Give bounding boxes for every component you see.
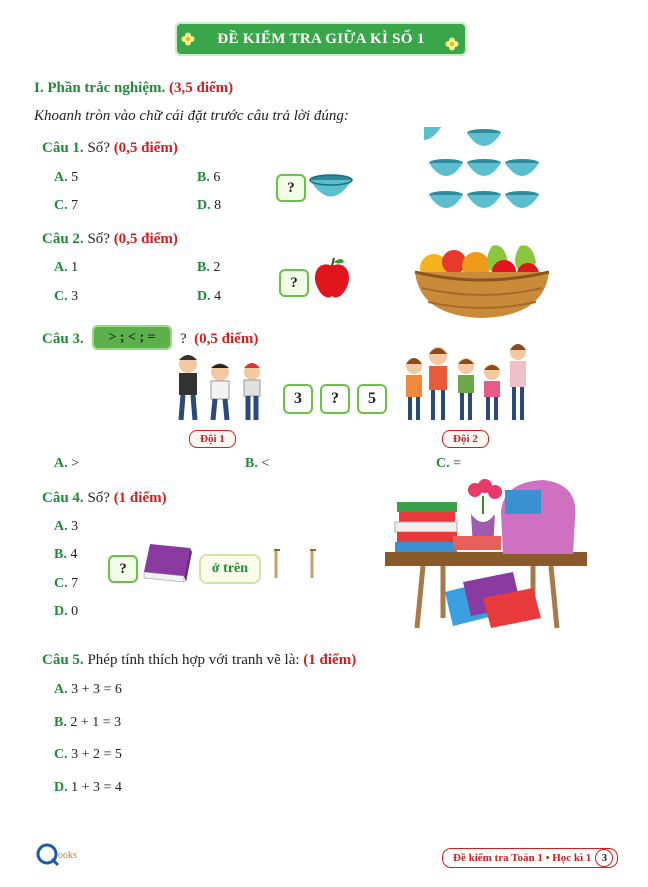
team-1-kids-image xyxy=(168,350,272,424)
option-value: 3 xyxy=(71,289,79,304)
team-2-label: Đội 2 xyxy=(442,430,489,448)
option-value: 0 xyxy=(71,604,79,619)
banner-title: ĐỀ KIỂM TRA GIỮA KÌ SỐ 1 xyxy=(217,30,425,47)
bowl-icon xyxy=(308,173,354,201)
option-value: 2 xyxy=(213,260,221,275)
apple-icon xyxy=(312,256,352,300)
svg-text:ooks: ooks xyxy=(58,850,77,861)
question-mark-box: ? xyxy=(108,555,138,583)
question-text: Số? xyxy=(87,231,110,247)
option-key: B. xyxy=(197,260,210,275)
option-value: 3 + 2 = 5 xyxy=(71,747,122,762)
option-d[interactable] xyxy=(54,604,78,620)
section-heading xyxy=(34,80,233,97)
option-value: 2 + 1 = 3 xyxy=(70,715,122,730)
page-banner xyxy=(175,22,467,56)
question-label: Câu 3. xyxy=(42,331,84,347)
option-key: C. xyxy=(436,456,450,471)
option-key: A. xyxy=(54,682,68,697)
bowls-stack-image xyxy=(424,127,544,217)
question-5-heading xyxy=(42,652,356,669)
question-points: (0,5 điểm) xyxy=(113,231,178,247)
option-b[interactable] xyxy=(54,715,121,731)
option-a[interactable] xyxy=(54,170,78,186)
option-b[interactable] xyxy=(197,170,220,186)
qbooks-logo xyxy=(36,840,88,868)
option-b[interactable] xyxy=(54,547,77,563)
option-value: 6 xyxy=(213,170,221,185)
page-number: 3 xyxy=(595,849,613,867)
option-key: C. xyxy=(54,198,68,213)
team-2-kids-image xyxy=(400,338,538,424)
option-c[interactable] xyxy=(54,576,78,592)
option-value: 3 xyxy=(71,519,79,534)
on-top-label: ở trên xyxy=(199,554,261,584)
number-box-left: 3 xyxy=(283,384,313,414)
option-c[interactable] xyxy=(54,198,78,214)
option-c[interactable] xyxy=(54,747,122,763)
option-value: 1 xyxy=(71,260,79,275)
option-value: < xyxy=(261,456,270,471)
flower-icon xyxy=(181,32,195,46)
option-value: 7 xyxy=(71,198,79,213)
option-c[interactable] xyxy=(436,456,461,472)
option-key: C. xyxy=(54,747,68,762)
option-d[interactable] xyxy=(54,780,122,796)
option-value: = xyxy=(453,456,462,471)
option-d[interactable] xyxy=(197,289,221,305)
option-key: D. xyxy=(54,604,68,619)
option-key: C. xyxy=(54,289,68,304)
option-key: D. xyxy=(197,289,211,304)
question-mark-box: ? xyxy=(320,384,350,414)
question-mark-box: ? xyxy=(279,269,309,297)
table-scene-image xyxy=(383,478,589,632)
compare-signs-box: > ; < ; = xyxy=(92,325,172,350)
option-key: A. xyxy=(54,260,68,275)
option-key: B. xyxy=(197,170,210,185)
option-key: A. xyxy=(54,170,68,185)
question-2-heading xyxy=(42,231,178,248)
option-a[interactable] xyxy=(54,682,122,698)
footer-badge xyxy=(442,848,618,868)
flower-icon xyxy=(445,37,459,51)
option-key: A. xyxy=(54,456,68,471)
option-value: 8 xyxy=(214,198,222,213)
question-text: Số? xyxy=(87,140,110,156)
option-key: B. xyxy=(245,456,258,471)
question-label: Câu 1. xyxy=(42,140,84,156)
option-key: B. xyxy=(54,715,67,730)
team-1-label: Đội 1 xyxy=(189,430,236,448)
option-a[interactable] xyxy=(54,519,78,535)
option-key: C. xyxy=(54,576,68,591)
option-key: A. xyxy=(54,519,68,534)
question-points: (0,5 điểm) xyxy=(194,331,259,347)
option-value: 7 xyxy=(71,576,79,591)
question-mark-box: ? xyxy=(276,174,306,202)
option-b[interactable] xyxy=(245,456,269,472)
section-points: (3,5 điểm) xyxy=(169,80,234,96)
option-c[interactable] xyxy=(54,289,78,305)
instruction: Khoanh tròn vào chữ cái đặt trước câu trả lời đúng: xyxy=(34,108,349,124)
option-value: 4 xyxy=(214,289,222,304)
option-a[interactable] xyxy=(54,456,79,472)
table-legs-icon xyxy=(270,548,322,580)
option-value: 4 xyxy=(70,547,78,562)
option-key: D. xyxy=(197,198,211,213)
option-value: 1 + 3 = 4 xyxy=(71,780,122,795)
question-3-heading xyxy=(42,331,84,348)
question-text: Số? xyxy=(87,490,110,506)
question-mark: ? xyxy=(180,331,187,347)
question-text: Phép tính thích hợp với tranh vẽ là: xyxy=(87,652,300,668)
question-label: Câu 4. xyxy=(42,490,84,506)
question-label: Câu 5. xyxy=(42,652,84,668)
question-4-heading xyxy=(42,490,167,507)
option-d[interactable] xyxy=(197,198,221,214)
question-points: (1 điểm) xyxy=(303,652,357,668)
option-value: > xyxy=(71,456,80,471)
question-1-heading xyxy=(42,140,178,157)
fruit-basket-image xyxy=(412,232,552,320)
number-box-right: 5 xyxy=(357,384,387,414)
question-label: Câu 2. xyxy=(42,231,84,247)
option-a[interactable] xyxy=(54,260,78,276)
option-value: 5 xyxy=(71,170,79,185)
section-title: I. Phần trắc nghiệm. xyxy=(34,80,166,96)
book-icon xyxy=(140,542,196,586)
question-3-tail xyxy=(180,331,258,348)
question-points: (1 điểm) xyxy=(113,490,167,506)
option-value: 3 + 3 = 6 xyxy=(71,682,122,697)
option-key: D. xyxy=(54,780,68,795)
footer-label: Đề kiểm tra Toán 1 • Học kì 1 xyxy=(453,852,592,864)
option-key: B. xyxy=(54,547,67,562)
option-b[interactable] xyxy=(197,260,220,276)
question-points: (0,5 điểm) xyxy=(113,140,178,156)
